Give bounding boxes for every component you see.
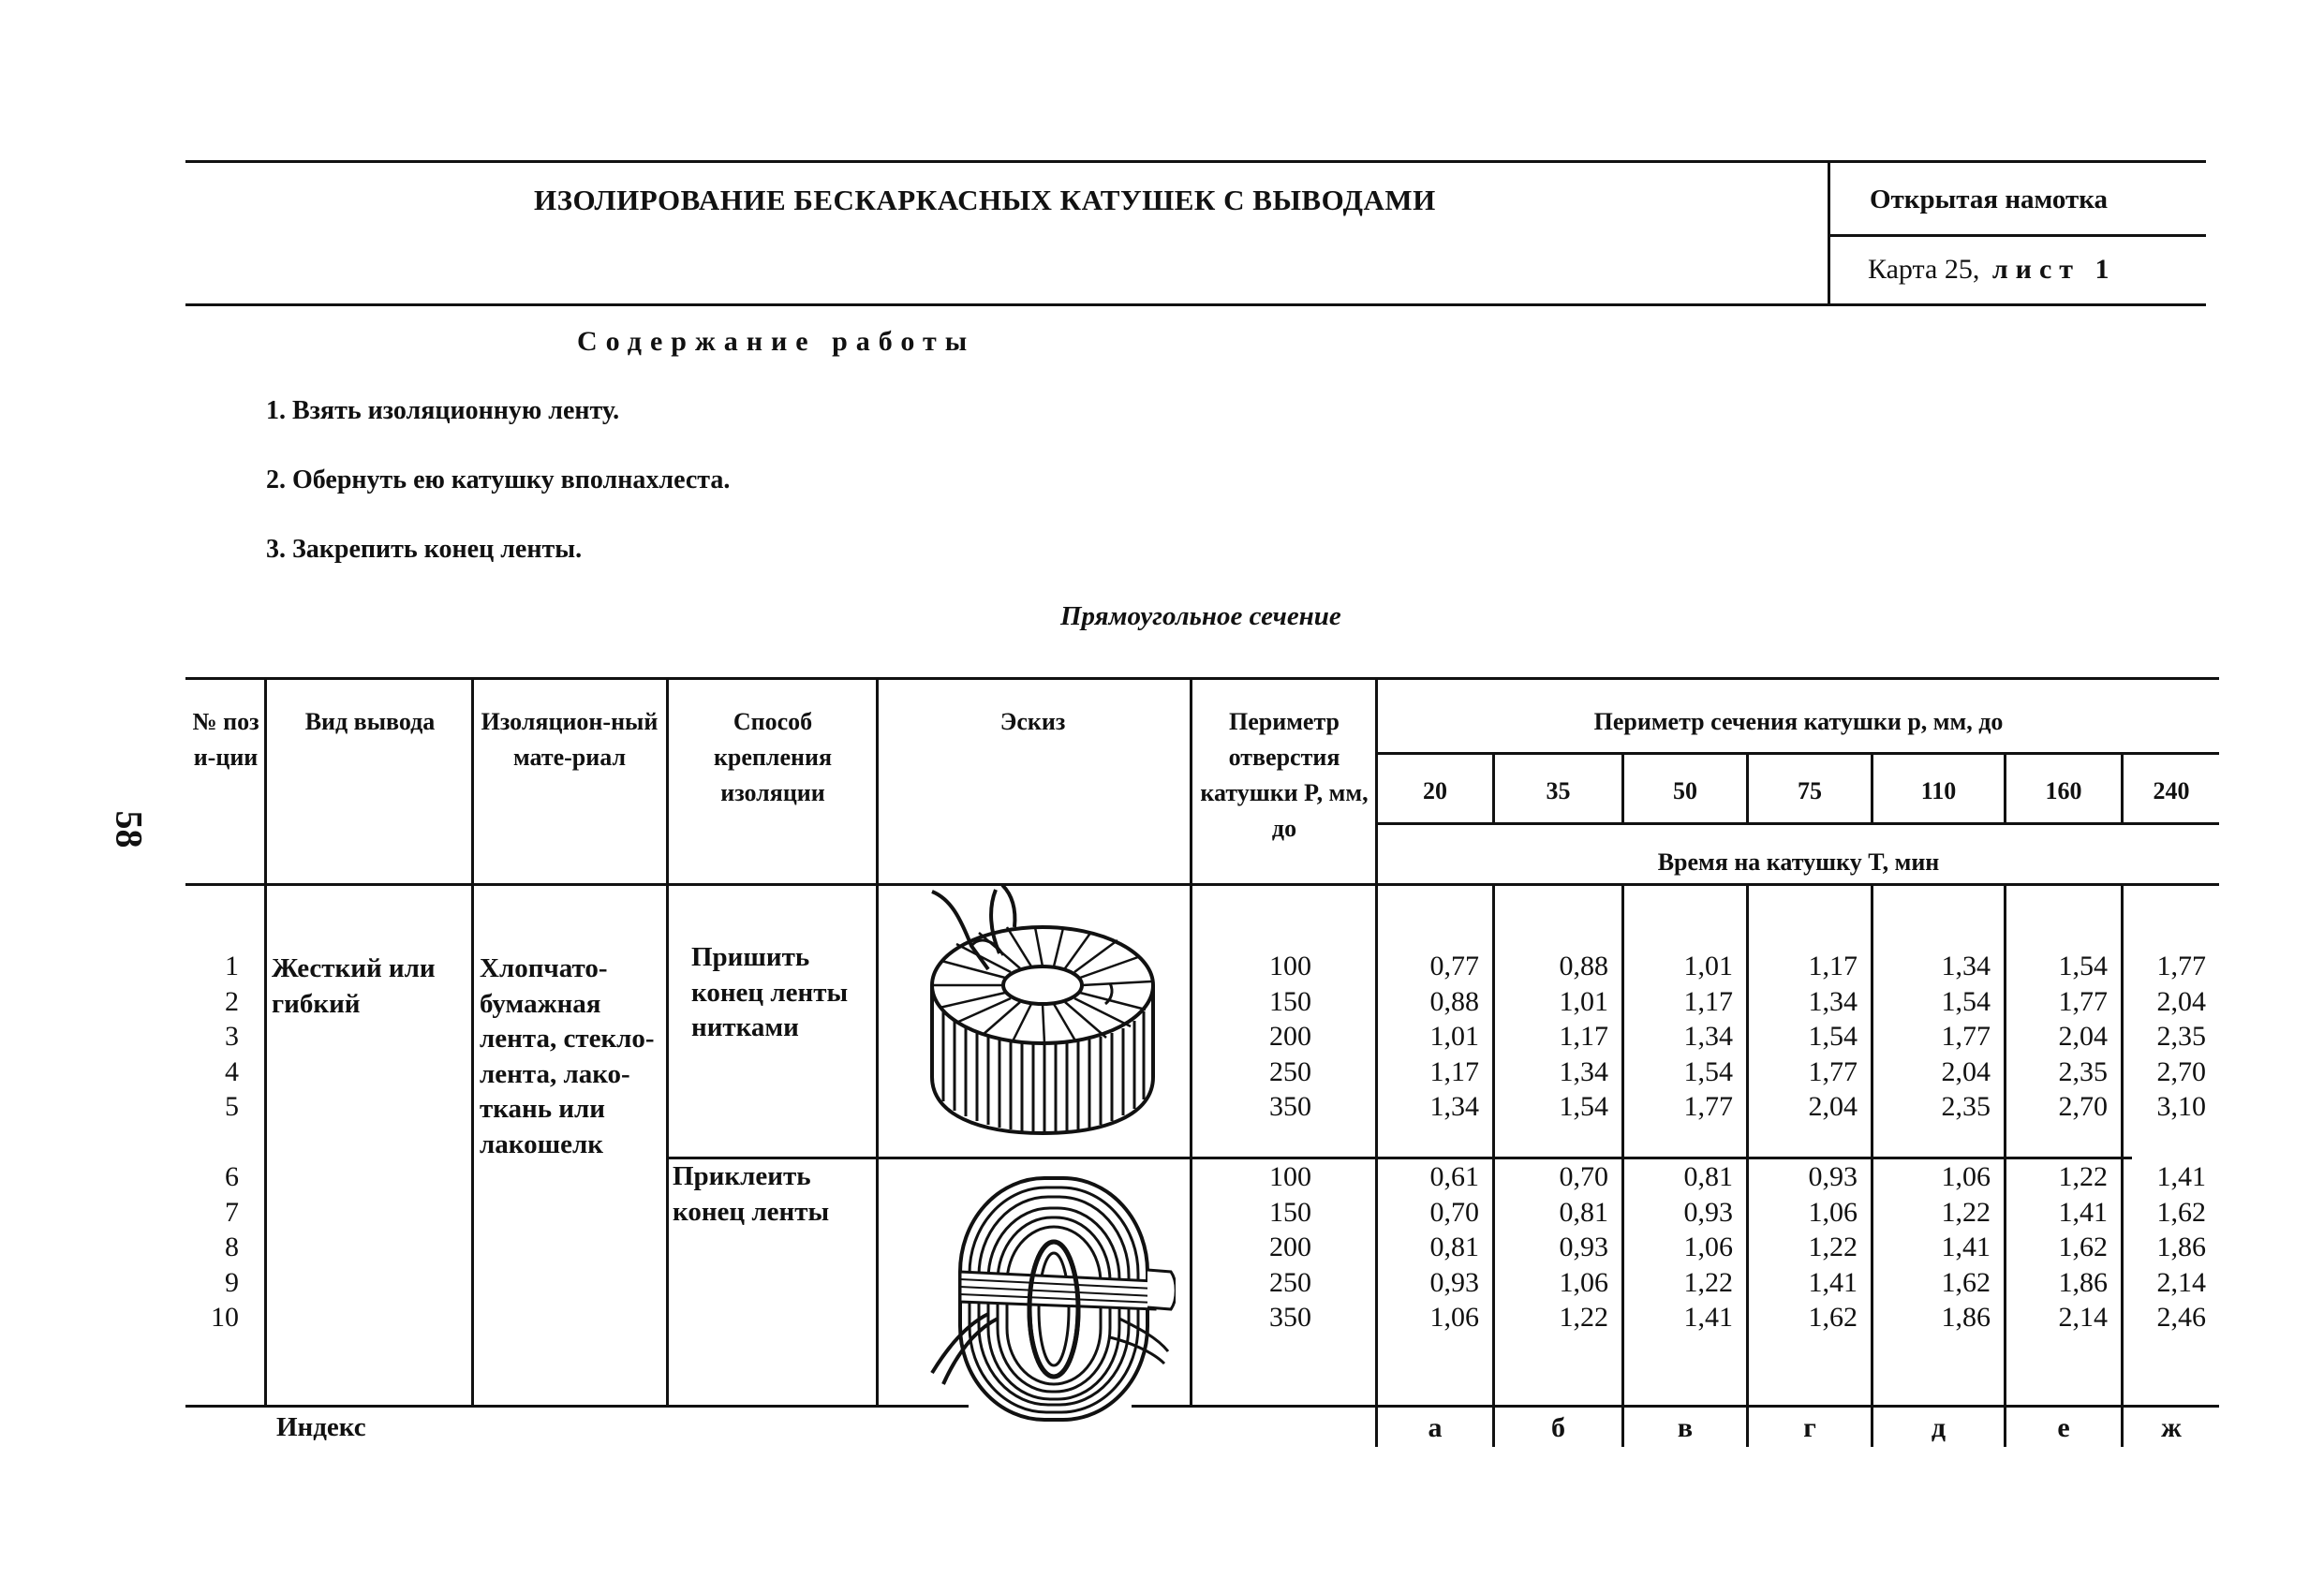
time-cell: 1,86 [2156,1232,2206,1263]
time-cell: 0,93 [1429,1266,1479,1298]
time-cell: 1,62 [1941,1266,1991,1298]
hole-perimeter-cell: 200 [1269,1232,1311,1263]
table-top-rule [185,677,2219,680]
header-lead-type: Вид вывода [304,708,436,735]
hole-perimeter-cell: 100 [1269,951,1311,981]
time-cell: 1,77 [1941,1021,1991,1053]
work-step-3: 3. Закрепить конец ленты. [266,535,583,564]
time-cell: 1,34 [1559,1055,1608,1087]
time-cell: 1,77 [2058,985,2108,1017]
header-bottom-rule [185,303,2206,306]
perimeter-column-header: 110 [1920,777,1957,804]
time-cell: 1,54 [1559,1091,1608,1123]
header-top-rule [185,160,2206,163]
work-heading: Содержание работы [577,326,976,357]
position-cell: 6 [225,1161,239,1192]
time-cell: 1,77 [1683,1091,1733,1123]
perimeter-column-header: 160 [2045,777,2082,804]
table-header-bottom-rule [185,883,2219,886]
position-cell: 1 [225,951,239,981]
section-title: Прямоугольное сечение [1060,601,1341,631]
material-cell: Хлопчато-бумажная лента, стекло-лента, лако-ткань или лакошелк [480,953,655,1159]
time-cell: 1,22 [1683,1266,1733,1298]
hole-perimeter-cell: 150 [1269,985,1311,1017]
time-cell: 2,35 [1941,1091,1991,1123]
perimeter-column-header: 35 [1546,777,1571,804]
hole-perimeter-cell: 100 [1269,1161,1311,1192]
time-cell: 2,14 [2156,1266,2206,1298]
time-cell: 1,62 [2156,1196,2206,1228]
time-cell: 2,70 [2058,1091,2108,1123]
time-cell: 0,81 [1429,1232,1479,1263]
perimeter-column-header: 240 [2153,777,2190,804]
group-2-hole-perimeters [1218,1159,1311,1335]
time-cell: 2,70 [2156,1055,2206,1087]
index-letter: а [1428,1412,1443,1443]
perimeter-subheader-rule [1378,752,2219,755]
col-line-3 [666,677,669,1408]
perimeter-column-header: 75 [1798,777,1822,804]
sheet-number: лист 1 [1991,254,2117,285]
time-cell: 2,14 [2058,1302,2108,1334]
position-cell: 4 [225,1055,239,1087]
group-2-positions [192,1159,239,1335]
position-cell: 9 [225,1266,239,1298]
hole-perimeter-cell: 350 [1269,1302,1311,1334]
time-cell: 1,54 [1941,985,1991,1017]
time-cell: 2,04 [1808,1091,1858,1123]
time-cell: 1,17 [1808,951,1858,981]
time-cell: 1,41 [2156,1161,2206,1192]
method-group-2: Приклеить конец ленты [673,1161,830,1227]
time-cell: 1,86 [2058,1266,2108,1298]
group-1-hole-perimeters [1218,949,1311,1125]
hole-perimeter-cell: 250 [1269,1055,1311,1087]
time-cell: 1,22 [1808,1232,1858,1263]
time-cell: 1,06 [1808,1196,1858,1228]
time-cell: 1,06 [1683,1232,1733,1263]
rectangular-coil-sketch [923,1159,1176,1426]
index-label: Индекс [276,1412,366,1442]
time-cell: 1,41 [2058,1196,2108,1228]
time-cell: 1,77 [1808,1055,1858,1087]
table-bottom-rule [185,1405,969,1408]
time-cell: 1,62 [2058,1232,2108,1263]
time-cell: 1,41 [1808,1266,1858,1298]
time-cell: 1,41 [1941,1232,1991,1263]
position-cell: 5 [225,1091,239,1123]
card-number: Карта 25, [1868,254,1980,285]
time-cell: 2,04 [2156,985,2206,1017]
document-title: ИЗОЛИРОВАНИЕ БЕСКАРКАСНЫХ КАТУШЕК С ВЫВОДАМИ [534,184,1436,216]
time-cell: 1,17 [1559,1021,1608,1053]
time-cell: 1,77 [2156,951,2206,981]
index-letter: б [1551,1412,1565,1443]
time-cell: 0,93 [1808,1161,1858,1192]
time-cell: 1,34 [1683,1021,1733,1053]
time-cell: 0,93 [1559,1232,1608,1263]
toroid-coil-sketch [923,880,1166,1138]
time-cell: 0,70 [1559,1161,1608,1192]
time-cell: 1,17 [1683,985,1733,1017]
time-cell: 0,81 [1683,1161,1733,1192]
time-cell: 1,34 [1941,951,1991,981]
time-cell: 2,35 [2058,1055,2108,1087]
time-cell: 1,06 [1429,1302,1479,1334]
position-cell: 7 [225,1196,239,1228]
time-cell: 1,86 [1941,1302,1991,1334]
time-cell: 1,34 [1808,985,1858,1017]
position-cell: 2 [225,985,239,1017]
hole-perimeter-cell: 350 [1269,1091,1311,1123]
hole-perimeter-cell: 250 [1269,1266,1311,1298]
header-time: Время на катушку T, мин [1657,848,1940,876]
perimeter-column-header: 20 [1423,777,1447,804]
header-hole-perimeter: Периметр отверстия катушки P, мм, до [1200,708,1369,842]
time-cell: 2,04 [2058,1021,2108,1053]
time-cell: 1,06 [1559,1266,1608,1298]
position-cell: 8 [225,1232,239,1263]
hole-perimeter-cell: 150 [1269,1196,1311,1228]
time-cell: 1,54 [1808,1021,1858,1053]
time-cell: 2,35 [2156,1021,2206,1053]
header-right-divider [1828,234,2206,237]
time-cell: 1,54 [2058,951,2108,981]
time-cell: 0,88 [1429,985,1479,1017]
col-line-2 [471,677,474,1408]
card-label [1868,254,2117,286]
time-cell: 0,88 [1559,951,1608,981]
header-position: № пози-ции [192,708,259,771]
col-line-5 [1190,677,1192,1408]
time-cell: 0,93 [1683,1196,1733,1228]
time-cell: 1,17 [1429,1055,1479,1087]
group-1-positions [192,949,239,1125]
header-method: Способ крепления изоляции [713,708,833,806]
position-cell: 10 [211,1302,239,1334]
time-cell: 0,81 [1559,1196,1608,1228]
time-cell: 1,22 [2058,1161,2108,1192]
time-cell: 0,77 [1429,951,1479,981]
time-cell: 0,70 [1429,1196,1479,1228]
header-divider [1828,160,1830,306]
index-letter: ж [2161,1412,2182,1443]
work-step-1: 1. Взять изоляционную ленту. [266,396,620,425]
time-cell: 1,41 [1683,1302,1733,1334]
perimeter-column-header: 50 [1673,777,1697,804]
position-cell: 3 [225,1021,239,1053]
category-label: Открытая намотка [1870,184,2109,214]
time-cell: 1,34 [1429,1091,1479,1123]
header-sketch: Эскиз [999,708,1066,735]
col-line-1 [264,677,267,1408]
page-number: 58 [108,810,151,848]
header-section-perimeter: Периметр сечения катушки p, мм, до [1593,708,2004,735]
header-material: Изоляцион-ный мате-риал [481,708,659,771]
lead-type-cell: Жесткий или гибкий [272,953,436,1019]
time-cell: 1,01 [1559,985,1608,1017]
index-letter: е [2057,1412,2070,1443]
method-group-1: Пришить конец ленты нитками [691,942,849,1043]
time-cell: 1,62 [1808,1302,1858,1334]
perimeter-values-rule [1378,822,2219,825]
work-step-2: 2. Обернуть ею катушку вполнахлеста. [266,465,731,494]
time-cell: 1,06 [1941,1161,1991,1192]
time-cell: 1,01 [1683,951,1733,981]
index-letter: д [1931,1412,1947,1443]
time-cell: 1,22 [1559,1302,1608,1334]
time-cell: 1,54 [1683,1055,1733,1087]
time-cell: 2,46 [2156,1302,2206,1334]
time-cell: 1,01 [1429,1021,1479,1053]
time-cell: 3,10 [2156,1091,2206,1123]
index-letter: г [1803,1412,1816,1443]
hole-perimeter-cell: 200 [1269,1021,1311,1053]
index-letter: в [1677,1412,1694,1443]
time-cell: 2,04 [1941,1055,1991,1087]
time-cell: 1,22 [1941,1196,1991,1228]
col-line-4 [876,677,879,1408]
index-row-rule [1132,1405,2219,1408]
time-cell: 0,61 [1429,1161,1479,1192]
